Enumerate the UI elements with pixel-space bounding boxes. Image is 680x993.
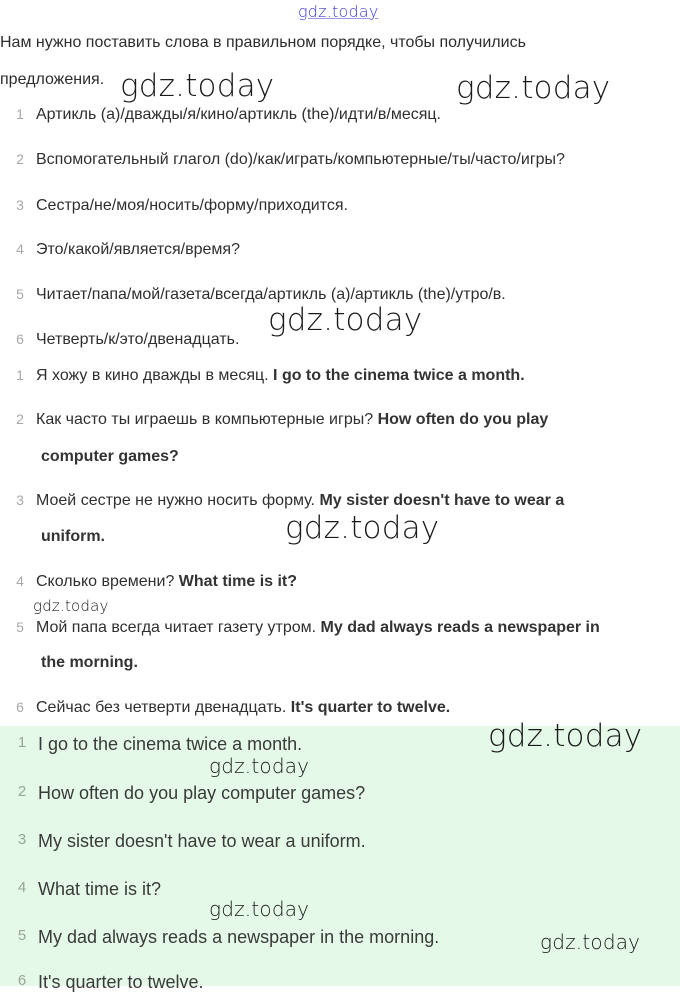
answer-number: 6 <box>17 972 27 989</box>
translation-ru: Сейчас без четверти двенадцать. <box>36 699 287 716</box>
answer-number: 3 <box>17 831 27 848</box>
task-text: Вспомогательный глагол (do)/как/играть/компьютерные/ты/часто/игры? <box>36 151 565 168</box>
answer-text: It's quarter to twelve. <box>38 972 204 992</box>
translation-en: My dad always reads a newspaper in <box>320 619 600 636</box>
answer-text: I go to the cinema twice a month. <box>38 734 303 754</box>
watermark: gdz.today <box>488 718 643 754</box>
task-text: Это/какой/является/время? <box>36 241 240 258</box>
translation-ru: Сколько времени? <box>36 573 175 590</box>
translation-text <box>36 411 548 429</box>
answer-number: 1 <box>17 734 27 751</box>
translation-en-continued: the morning. <box>41 654 138 671</box>
task-text: Четверть/к/это/двенадцать. <box>36 331 240 348</box>
translation-ru: Мой папа всегда читает газету утром. <box>36 619 317 636</box>
translation-en: What time is it? <box>178 573 298 590</box>
translation-number: 3 <box>16 492 24 508</box>
task-number: 1 <box>16 106 24 122</box>
translation-ru: Как часто ты играешь в компьютерные игры? <box>36 411 374 428</box>
watermark: gdz.today <box>209 754 310 778</box>
intro-line-1: Нам нужно поставить слова в правильном порядке, чтобы получились <box>0 34 526 51</box>
watermark: gdz.today <box>456 70 611 106</box>
translation-number: 6 <box>16 699 24 715</box>
watermark: gdz.today <box>268 302 423 338</box>
watermark: gdz.today <box>209 897 310 921</box>
task-text: Читает/папа/мой/газета/всегда/артикль (a)/артикль (the)/утро/в. <box>36 286 506 303</box>
watermark: gdz.today <box>540 930 641 954</box>
task-number: 5 <box>16 286 24 302</box>
translation-number: 5 <box>16 619 24 635</box>
translation-en-continued: uniform. <box>41 528 105 545</box>
translation-number: 1 <box>16 367 24 383</box>
task-text: Артикль (a)/дважды/я/кино/артикль (the)/идти/в/месяц. <box>36 106 441 123</box>
translation-en: It's quarter to twelve. <box>290 699 451 716</box>
intro-line-2: предложения. <box>0 71 105 88</box>
translation-number: 2 <box>16 411 24 427</box>
answer-text: My sister doesn't have to wear a uniform. <box>38 831 366 851</box>
answer-number: 5 <box>17 927 27 944</box>
answer-number: 4 <box>17 879 27 896</box>
watermark: gdz.today <box>33 597 109 615</box>
watermark: gdz.today <box>120 68 275 104</box>
answer-number: 2 <box>17 783 27 800</box>
translation-en-continued: computer games? <box>41 448 179 465</box>
task-number: 4 <box>16 241 24 257</box>
translation-en: I go to the cinema twice a month. <box>273 367 525 384</box>
watermark-link[interactable]: gdz.today <box>298 2 379 21</box>
answer-text: What time is it? <box>38 879 162 899</box>
translation-text <box>36 367 525 385</box>
task-number: 2 <box>16 151 24 167</box>
answer-text: How often do you play computer games? <box>38 783 366 803</box>
translation-en: How often do you play <box>377 411 549 428</box>
translation-number: 4 <box>16 573 24 589</box>
translation-text <box>36 492 564 510</box>
answer-text: My dad always reads a newspaper in the morning. <box>38 927 440 947</box>
translation-ru: Я хожу в кино дважды в месяц. <box>36 367 269 384</box>
watermark: gdz.today <box>285 510 440 546</box>
task-number: 3 <box>16 197 24 213</box>
task-number: 6 <box>16 331 24 347</box>
translation-text <box>36 619 600 637</box>
translation-en: My sister doesn't have to wear a <box>319 492 565 509</box>
task-text: Сестра/не/моя/носить/форму/приходится. <box>36 197 348 214</box>
translation-text <box>36 573 297 591</box>
translation-ru: Моей сестре не нужно носить форму. <box>36 492 315 509</box>
translation-text <box>36 699 450 717</box>
